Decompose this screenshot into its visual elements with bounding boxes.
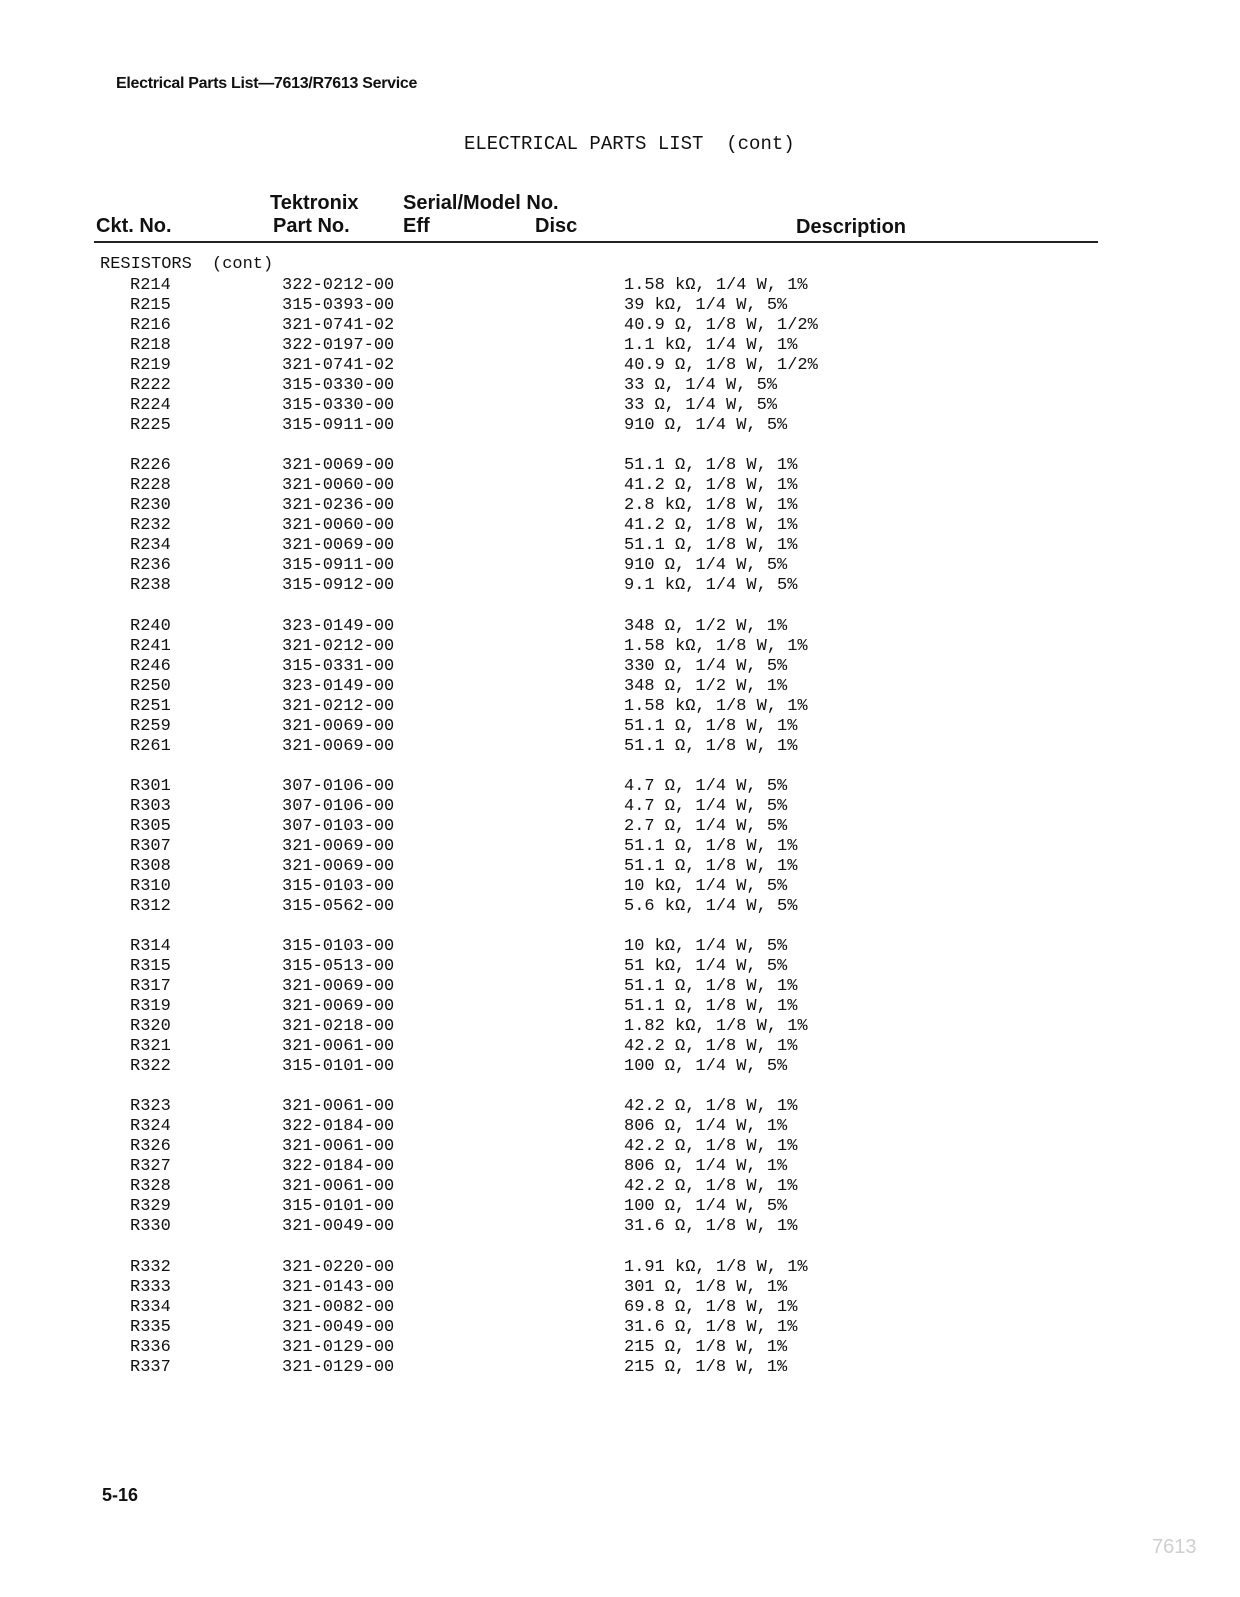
parts-row <box>0 456 1240 476</box>
description: 2.7 Ω, 1/4 W, 5% <box>624 816 788 836</box>
part-no: 321-0069-00 <box>282 456 395 476</box>
part-no: 322-0197-00 <box>282 336 395 355</box>
description: 51.1 Ω, 1/8 W, 1% <box>624 977 798 997</box>
ckt-no: R250 <box>130 676 171 696</box>
description: 215 Ω, 1/8 W, 1% <box>624 1337 788 1357</box>
parts-row <box>0 957 1240 977</box>
part-no: 315-0911-00 <box>282 416 395 435</box>
part-no: 321-0069-00 <box>282 856 395 876</box>
description: 42.2 Ω, 1/8 W, 1% <box>624 1137 798 1157</box>
page-header: Electrical Parts List—7613/R7613 Service <box>116 75 418 92</box>
part-no: 315-0513-00 <box>282 957 395 977</box>
description: 910 Ω, 1/4 W, 5% <box>624 556 788 576</box>
description: 348 Ω, 1/2 W, 1% <box>624 676 788 696</box>
parts-row <box>0 737 1240 757</box>
page-title: ELECTRICAL PARTS LIST (cont) <box>464 133 795 155</box>
description: 31.6 Ω, 1/8 W, 1% <box>624 1317 798 1337</box>
ckt-no: R246 <box>130 656 171 676</box>
part-no: 315-0331-00 <box>282 656 395 676</box>
description: 39 kΩ, 1/4 W, 5% <box>624 296 788 315</box>
ckt-no: R216 <box>130 316 171 335</box>
parts-row <box>0 1037 1240 1057</box>
ckt-no: R238 <box>130 576 171 596</box>
description: 33 Ω, 1/4 W, 5% <box>624 376 778 395</box>
description: 10 kΩ, 1/4 W, 5% <box>624 876 788 896</box>
description: 41.2 Ω, 1/8 W, 1% <box>624 476 798 496</box>
ckt-no: R251 <box>130 696 171 716</box>
description: 31.6 Ω, 1/8 W, 1% <box>624 1217 798 1237</box>
col-disc-label: Disc <box>535 215 578 237</box>
part-no: 321-0069-00 <box>282 836 395 856</box>
ckt-no: R315 <box>130 957 171 977</box>
ckt-no: R228 <box>130 476 171 496</box>
ckt-no: R261 <box>130 736 171 756</box>
section-title: RESISTORS <box>100 255 192 274</box>
description: 51.1 Ω, 1/8 W, 1% <box>624 716 798 736</box>
part-no: 321-0741-02 <box>282 356 395 375</box>
part-no: 321-0069-00 <box>282 997 395 1017</box>
ckt-no: R337 <box>130 1357 171 1377</box>
ckt-no: R224 <box>130 396 171 415</box>
description: 51.1 Ω, 1/8 W, 1% <box>624 997 798 1017</box>
parts-row <box>0 376 1240 396</box>
ckt-no: R215 <box>130 296 171 315</box>
parts-row <box>0 857 1240 877</box>
parts-row <box>0 797 1240 817</box>
description: 215 Ω, 1/8 W, 1% <box>624 1357 788 1377</box>
description: 40.9 Ω, 1/8 W, 1/2% <box>624 316 818 335</box>
parts-row <box>0 276 1240 296</box>
ckt-no: R332 <box>130 1257 171 1277</box>
ckt-no: R241 <box>130 636 171 656</box>
part-no: 321-0061-00 <box>282 1037 395 1057</box>
description: 301 Ω, 1/8 W, 1% <box>624 1277 788 1297</box>
group-spacer <box>0 757 1240 777</box>
ckt-no: R308 <box>130 856 171 876</box>
parts-row <box>0 576 1240 596</box>
part-no: 321-0129-00 <box>282 1357 395 1377</box>
part-no: 307-0103-00 <box>282 816 395 836</box>
part-no: 323-0149-00 <box>282 676 395 696</box>
part-no: 321-0218-00 <box>282 1017 395 1037</box>
description: 51.1 Ω, 1/8 W, 1% <box>624 536 798 556</box>
part-no: 307-0106-00 <box>282 776 395 796</box>
parts-row <box>0 1157 1240 1177</box>
part-no: 315-0103-00 <box>282 876 395 896</box>
ckt-no: R314 <box>130 937 171 957</box>
part-no: 321-0049-00 <box>282 1317 395 1337</box>
ckt-no: R324 <box>130 1117 171 1137</box>
part-no: 321-0069-00 <box>282 536 395 556</box>
ckt-no: R312 <box>130 896 171 916</box>
description: 51.1 Ω, 1/8 W, 1% <box>624 736 798 756</box>
part-no: 315-0103-00 <box>282 937 395 957</box>
description: 806 Ω, 1/4 W, 1% <box>624 1117 788 1137</box>
col-tektronix-label: Tektronix <box>270 192 359 214</box>
description: 41.2 Ω, 1/8 W, 1% <box>624 516 798 536</box>
description: 1.58 kΩ, 1/8 W, 1% <box>624 636 808 656</box>
ckt-no: R334 <box>130 1297 171 1317</box>
ckt-no: R321 <box>130 1037 171 1057</box>
parts-row <box>0 416 1240 436</box>
parts-row <box>0 1278 1240 1298</box>
parts-row <box>0 1137 1240 1157</box>
description: 51.1 Ω, 1/8 W, 1% <box>624 856 798 876</box>
col-eff-label: Eff <box>403 215 430 237</box>
ckt-no: R310 <box>130 876 171 896</box>
description: 42.2 Ω, 1/8 W, 1% <box>624 1037 798 1057</box>
parts-row <box>0 316 1240 336</box>
parts-list <box>0 276 1240 1378</box>
part-no: 321-0129-00 <box>282 1337 395 1357</box>
ckt-no: R333 <box>130 1277 171 1297</box>
parts-row <box>0 697 1240 717</box>
ckt-no: R214 <box>130 276 171 295</box>
description: 1.58 kΩ, 1/8 W, 1% <box>624 696 808 716</box>
part-no: 315-0101-00 <box>282 1057 395 1077</box>
description: 806 Ω, 1/4 W, 1% <box>624 1157 788 1177</box>
parts-row <box>0 777 1240 797</box>
description: 40.9 Ω, 1/8 W, 1/2% <box>624 356 818 375</box>
parts-row <box>0 977 1240 997</box>
part-no: 315-0911-00 <box>282 556 395 576</box>
part-no: 321-0212-00 <box>282 696 395 716</box>
parts-row <box>0 476 1240 496</box>
part-no: 321-0069-00 <box>282 736 395 756</box>
parts-row <box>0 1318 1240 1338</box>
ckt-no: R320 <box>130 1017 171 1037</box>
parts-row <box>0 817 1240 837</box>
description: 5.6 kΩ, 1/4 W, 5% <box>624 896 798 916</box>
description: 1.91 kΩ, 1/8 W, 1% <box>624 1257 808 1277</box>
description: 330 Ω, 1/4 W, 5% <box>624 656 788 676</box>
parts-row <box>0 536 1240 556</box>
part-no: 323-0149-00 <box>282 616 395 636</box>
group-spacer <box>0 436 1240 456</box>
ckt-no: R230 <box>130 496 171 516</box>
parts-row <box>0 1338 1240 1358</box>
part-no: 321-0143-00 <box>282 1277 395 1297</box>
part-no: 321-0061-00 <box>282 1097 395 1117</box>
parts-row <box>0 617 1240 637</box>
part-no: 321-0061-00 <box>282 1137 395 1157</box>
description: 1.1 kΩ, 1/4 W, 1% <box>624 336 798 355</box>
parts-row <box>0 1057 1240 1077</box>
col-part-no-label: Part No. <box>273 215 350 237</box>
part-no: 321-0236-00 <box>282 496 395 516</box>
part-no: 322-0184-00 <box>282 1157 395 1177</box>
ckt-no: R222 <box>130 376 171 395</box>
description: 51 kΩ, 1/4 W, 5% <box>624 957 788 977</box>
ckt-no: R323 <box>130 1097 171 1117</box>
ckt-no: R226 <box>130 456 171 476</box>
description: 51.1 Ω, 1/8 W, 1% <box>624 456 798 476</box>
ckt-no: R326 <box>130 1137 171 1157</box>
group-spacer <box>0 596 1240 616</box>
parts-row <box>0 677 1240 697</box>
ckt-no: R232 <box>130 516 171 536</box>
col-description-label: Description <box>796 216 907 238</box>
part-no: 307-0106-00 <box>282 796 395 816</box>
part-no: 322-0184-00 <box>282 1117 395 1137</box>
description: 910 Ω, 1/4 W, 5% <box>624 416 788 435</box>
parts-row <box>0 637 1240 657</box>
ckt-no: R335 <box>130 1317 171 1337</box>
description: 42.2 Ω, 1/8 W, 1% <box>624 1177 798 1197</box>
part-no: 321-0741-02 <box>282 316 395 335</box>
description: 9.1 kΩ, 1/4 W, 5% <box>624 576 798 596</box>
section-cont: (cont) <box>212 255 274 274</box>
parts-row <box>0 1097 1240 1117</box>
ckt-no: R322 <box>130 1057 171 1077</box>
part-no: 322-0212-00 <box>282 276 395 295</box>
part-no: 321-0060-00 <box>282 476 395 496</box>
parts-row <box>0 1197 1240 1217</box>
ckt-no: R319 <box>130 997 171 1017</box>
parts-row <box>0 837 1240 857</box>
parts-row <box>0 356 1240 376</box>
description: 2.8 kΩ, 1/8 W, 1% <box>624 496 798 516</box>
header-rule <box>94 241 1098 243</box>
ckt-no: R219 <box>130 356 171 375</box>
page-number: 5-16 <box>102 1485 139 1505</box>
parts-row <box>0 877 1240 897</box>
part-no: 321-0060-00 <box>282 516 395 536</box>
ckt-no: R225 <box>130 416 171 435</box>
description: 100 Ω, 1/4 W, 5% <box>624 1057 788 1077</box>
parts-row <box>0 1117 1240 1137</box>
description: 42.2 Ω, 1/8 W, 1% <box>624 1097 798 1117</box>
ckt-no: R236 <box>130 556 171 576</box>
ckt-no: R240 <box>130 616 171 636</box>
part-no: 321-0212-00 <box>282 636 395 656</box>
description: 10 kΩ, 1/4 W, 5% <box>624 937 788 957</box>
group-spacer <box>0 1237 1240 1257</box>
ckt-no: R307 <box>130 836 171 856</box>
description: 100 Ω, 1/4 W, 5% <box>624 1197 788 1217</box>
part-no: 321-0069-00 <box>282 977 395 997</box>
part-no: 315-0562-00 <box>282 896 395 916</box>
parts-row <box>0 336 1240 356</box>
watermark: 7613 <box>1152 1536 1197 1558</box>
col-serial-model-label: Serial/Model No. <box>403 192 559 214</box>
ckt-no: R329 <box>130 1197 171 1217</box>
parts-row <box>0 717 1240 737</box>
parts-row <box>0 997 1240 1017</box>
description: 348 Ω, 1/2 W, 1% <box>624 616 788 636</box>
description: 1.82 kΩ, 1/8 W, 1% <box>624 1017 808 1037</box>
parts-row <box>0 937 1240 957</box>
description: 33 Ω, 1/4 W, 5% <box>624 396 778 415</box>
part-no: 315-0330-00 <box>282 376 395 395</box>
ckt-no: R305 <box>130 816 171 836</box>
parts-row <box>0 1017 1240 1037</box>
ckt-no: R303 <box>130 796 171 816</box>
parts-row <box>0 897 1240 917</box>
parts-row <box>0 556 1240 576</box>
part-no: 315-0101-00 <box>282 1197 395 1217</box>
ckt-no: R336 <box>130 1337 171 1357</box>
parts-row <box>0 1177 1240 1197</box>
part-no: 321-0220-00 <box>282 1257 395 1277</box>
group-spacer <box>0 917 1240 937</box>
parts-row <box>0 516 1240 536</box>
parts-row <box>0 657 1240 677</box>
ckt-no: R301 <box>130 776 171 796</box>
parts-row <box>0 1217 1240 1237</box>
description: 69.8 Ω, 1/8 W, 1% <box>624 1297 798 1317</box>
col-ckt-no-label: Ckt. No. <box>96 215 172 237</box>
part-no: 315-0393-00 <box>282 296 395 315</box>
parts-row <box>0 296 1240 316</box>
ckt-no: R218 <box>130 336 171 355</box>
part-no: 315-0330-00 <box>282 396 395 415</box>
description: 4.7 Ω, 1/4 W, 5% <box>624 796 788 816</box>
part-no: 321-0049-00 <box>282 1217 395 1237</box>
part-no: 321-0061-00 <box>282 1177 395 1197</box>
parts-row <box>0 1258 1240 1278</box>
part-no: 321-0082-00 <box>282 1297 395 1317</box>
ckt-no: R330 <box>130 1217 171 1237</box>
description: 4.7 Ω, 1/4 W, 5% <box>624 776 788 796</box>
parts-row <box>0 496 1240 516</box>
parts-row <box>0 1298 1240 1318</box>
description: 51.1 Ω, 1/8 W, 1% <box>624 836 798 856</box>
ckt-no: R259 <box>130 716 171 736</box>
part-no: 321-0069-00 <box>282 716 395 736</box>
ckt-no: R327 <box>130 1157 171 1177</box>
description: 1.58 kΩ, 1/4 W, 1% <box>624 276 808 295</box>
ckt-no: R317 <box>130 977 171 997</box>
ckt-no: R328 <box>130 1177 171 1197</box>
group-spacer <box>0 1077 1240 1097</box>
parts-row <box>0 396 1240 416</box>
parts-row <box>0 1358 1240 1378</box>
ckt-no: R234 <box>130 536 171 556</box>
part-no: 315-0912-00 <box>282 576 395 596</box>
